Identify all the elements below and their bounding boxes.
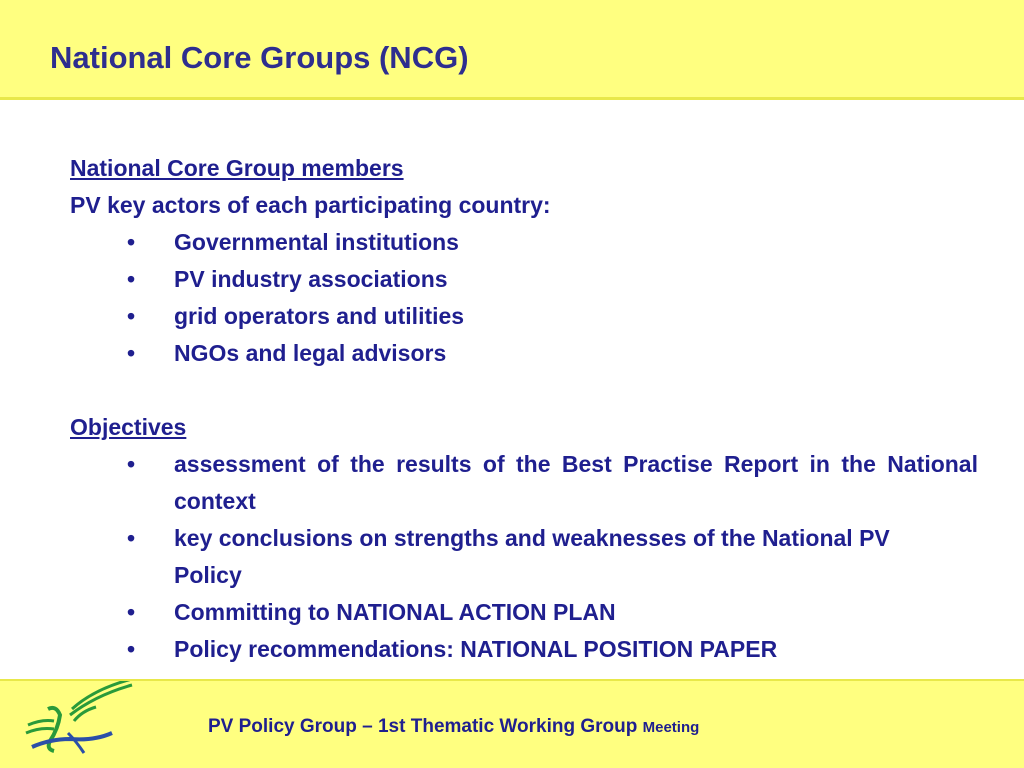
- slide-title: National Core Groups (NCG): [50, 40, 469, 75]
- header-band: [0, 0, 1024, 100]
- list-item-text: grid operators and utilities: [174, 303, 465, 329]
- slide-body: [70, 150, 978, 668]
- list-item-text: PV industry associations: [174, 266, 448, 292]
- members-intro: PV key actors of each participating country:: [70, 192, 551, 218]
- bullet-icon: •: [127, 340, 136, 366]
- footer-band: [0, 679, 1024, 768]
- list-item: [70, 631, 978, 668]
- list-item: [70, 298, 978, 335]
- list-item-text: Policy recommendations: NATIONAL POSITION PAPER: [174, 636, 778, 662]
- list-item: [70, 520, 978, 594]
- list-item-text: NGOs and legal advisors: [174, 340, 447, 366]
- bullet-icon: •: [127, 599, 136, 625]
- list-item-text: Committing to NATIONAL ACTION PLAN: [174, 599, 616, 625]
- list-item-text: key conclusions on strengths and weaknesses of the National PV Policy: [174, 525, 890, 588]
- list-item: [70, 446, 978, 520]
- list-item: [70, 335, 978, 372]
- bullet-icon: •: [127, 266, 136, 292]
- members-heading: National Core Group members: [70, 155, 404, 181]
- bullet-icon: •: [127, 451, 136, 477]
- bullet-icon: •: [127, 525, 136, 551]
- list-item-text: assessment of the results of the Best Practise Report in the National context: [174, 451, 978, 514]
- objectives-list: [70, 446, 978, 668]
- footer-text-small: Meeting: [642, 719, 700, 736]
- members-list: [70, 224, 978, 372]
- list-item: [70, 261, 978, 298]
- spacer: [70, 372, 978, 409]
- bullet-icon: •: [127, 636, 136, 662]
- list-item-text: Governmental institutions: [174, 229, 459, 255]
- list-item: [70, 594, 978, 631]
- footer-text-main: PV Policy Group – 1st Thematic Working Group: [208, 716, 638, 737]
- stylized-figure-logo-icon: [24, 681, 134, 761]
- bullet-icon: •: [127, 303, 136, 329]
- list-item: [70, 224, 978, 261]
- footer-caption: [208, 716, 699, 738]
- bullet-icon: •: [127, 229, 136, 255]
- objectives-heading: Objectives: [70, 414, 187, 440]
